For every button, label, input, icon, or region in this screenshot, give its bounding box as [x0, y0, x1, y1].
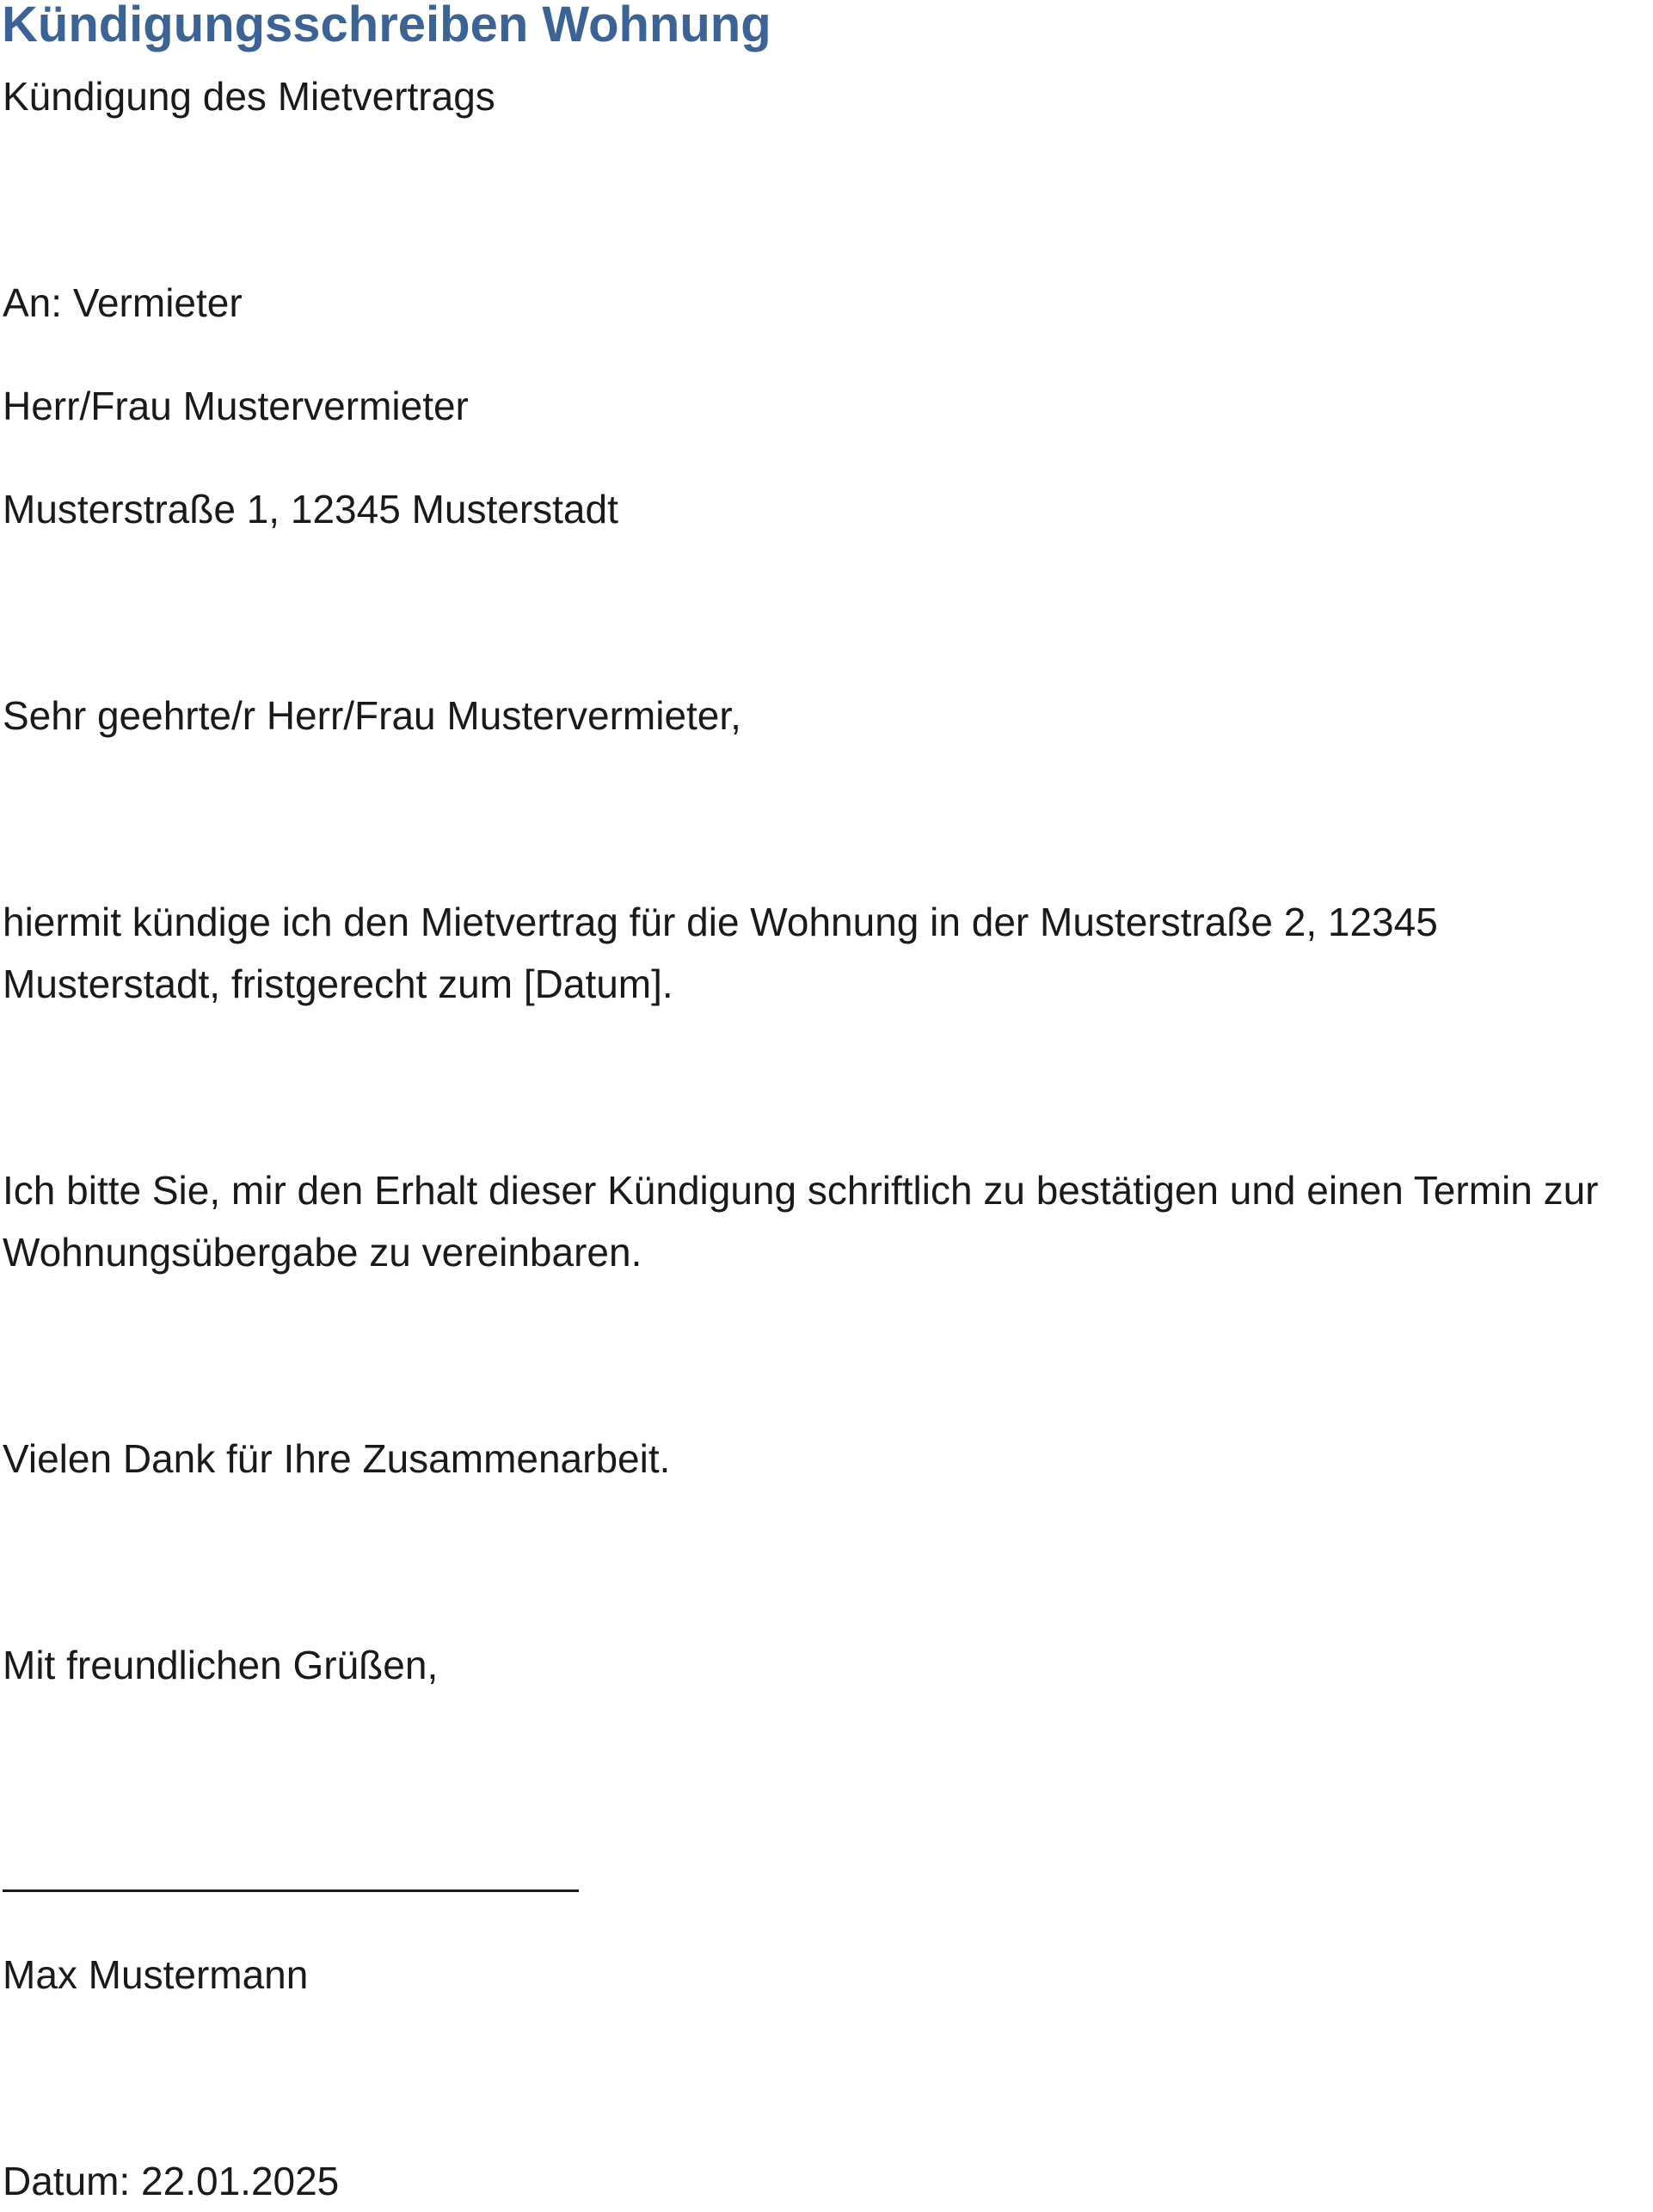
date-line: Datum: 22.01.2025	[3, 2159, 340, 2203]
recipient-name: Herr/Frau Mustervermieter	[3, 384, 469, 428]
body-paragraph-confirmation-request: Ich bitte Sie, mir den Erhalt dieser Kündigung schriftlich zu bestätigen und einen Termin zur Wohnungsübergabe zu vereinbaren.	[3, 1168, 1599, 1275]
signature-line	[3, 1889, 579, 1892]
recipient-label: An: Vermieter	[3, 280, 243, 325]
document-subtitle: Kündigung des Mietvertrags	[3, 74, 495, 119]
signer-name: Max Mustermann	[3, 1952, 309, 1997]
closing: Mit freundlichen Grüßen,	[3, 1643, 439, 1687]
recipient-address: Musterstraße 1, 12345 Musterstadt	[3, 487, 618, 531]
document-title: Kündigungsschreiben Wohnung	[2, 0, 771, 52]
body-paragraph-termination: hiermit kündige ich den Mietvertrag für die Wohnung in der Musterstraße 2, 12345 Musterstadt, fristgerecht zum [Datum].	[3, 900, 1438, 1006]
body-paragraph-thanks: Vielen Dank für Ihre Zusammenarbeit.	[3, 1436, 671, 1481]
salutation: Sehr geehrte/r Herr/Frau Mustervermieter,	[3, 693, 741, 738]
